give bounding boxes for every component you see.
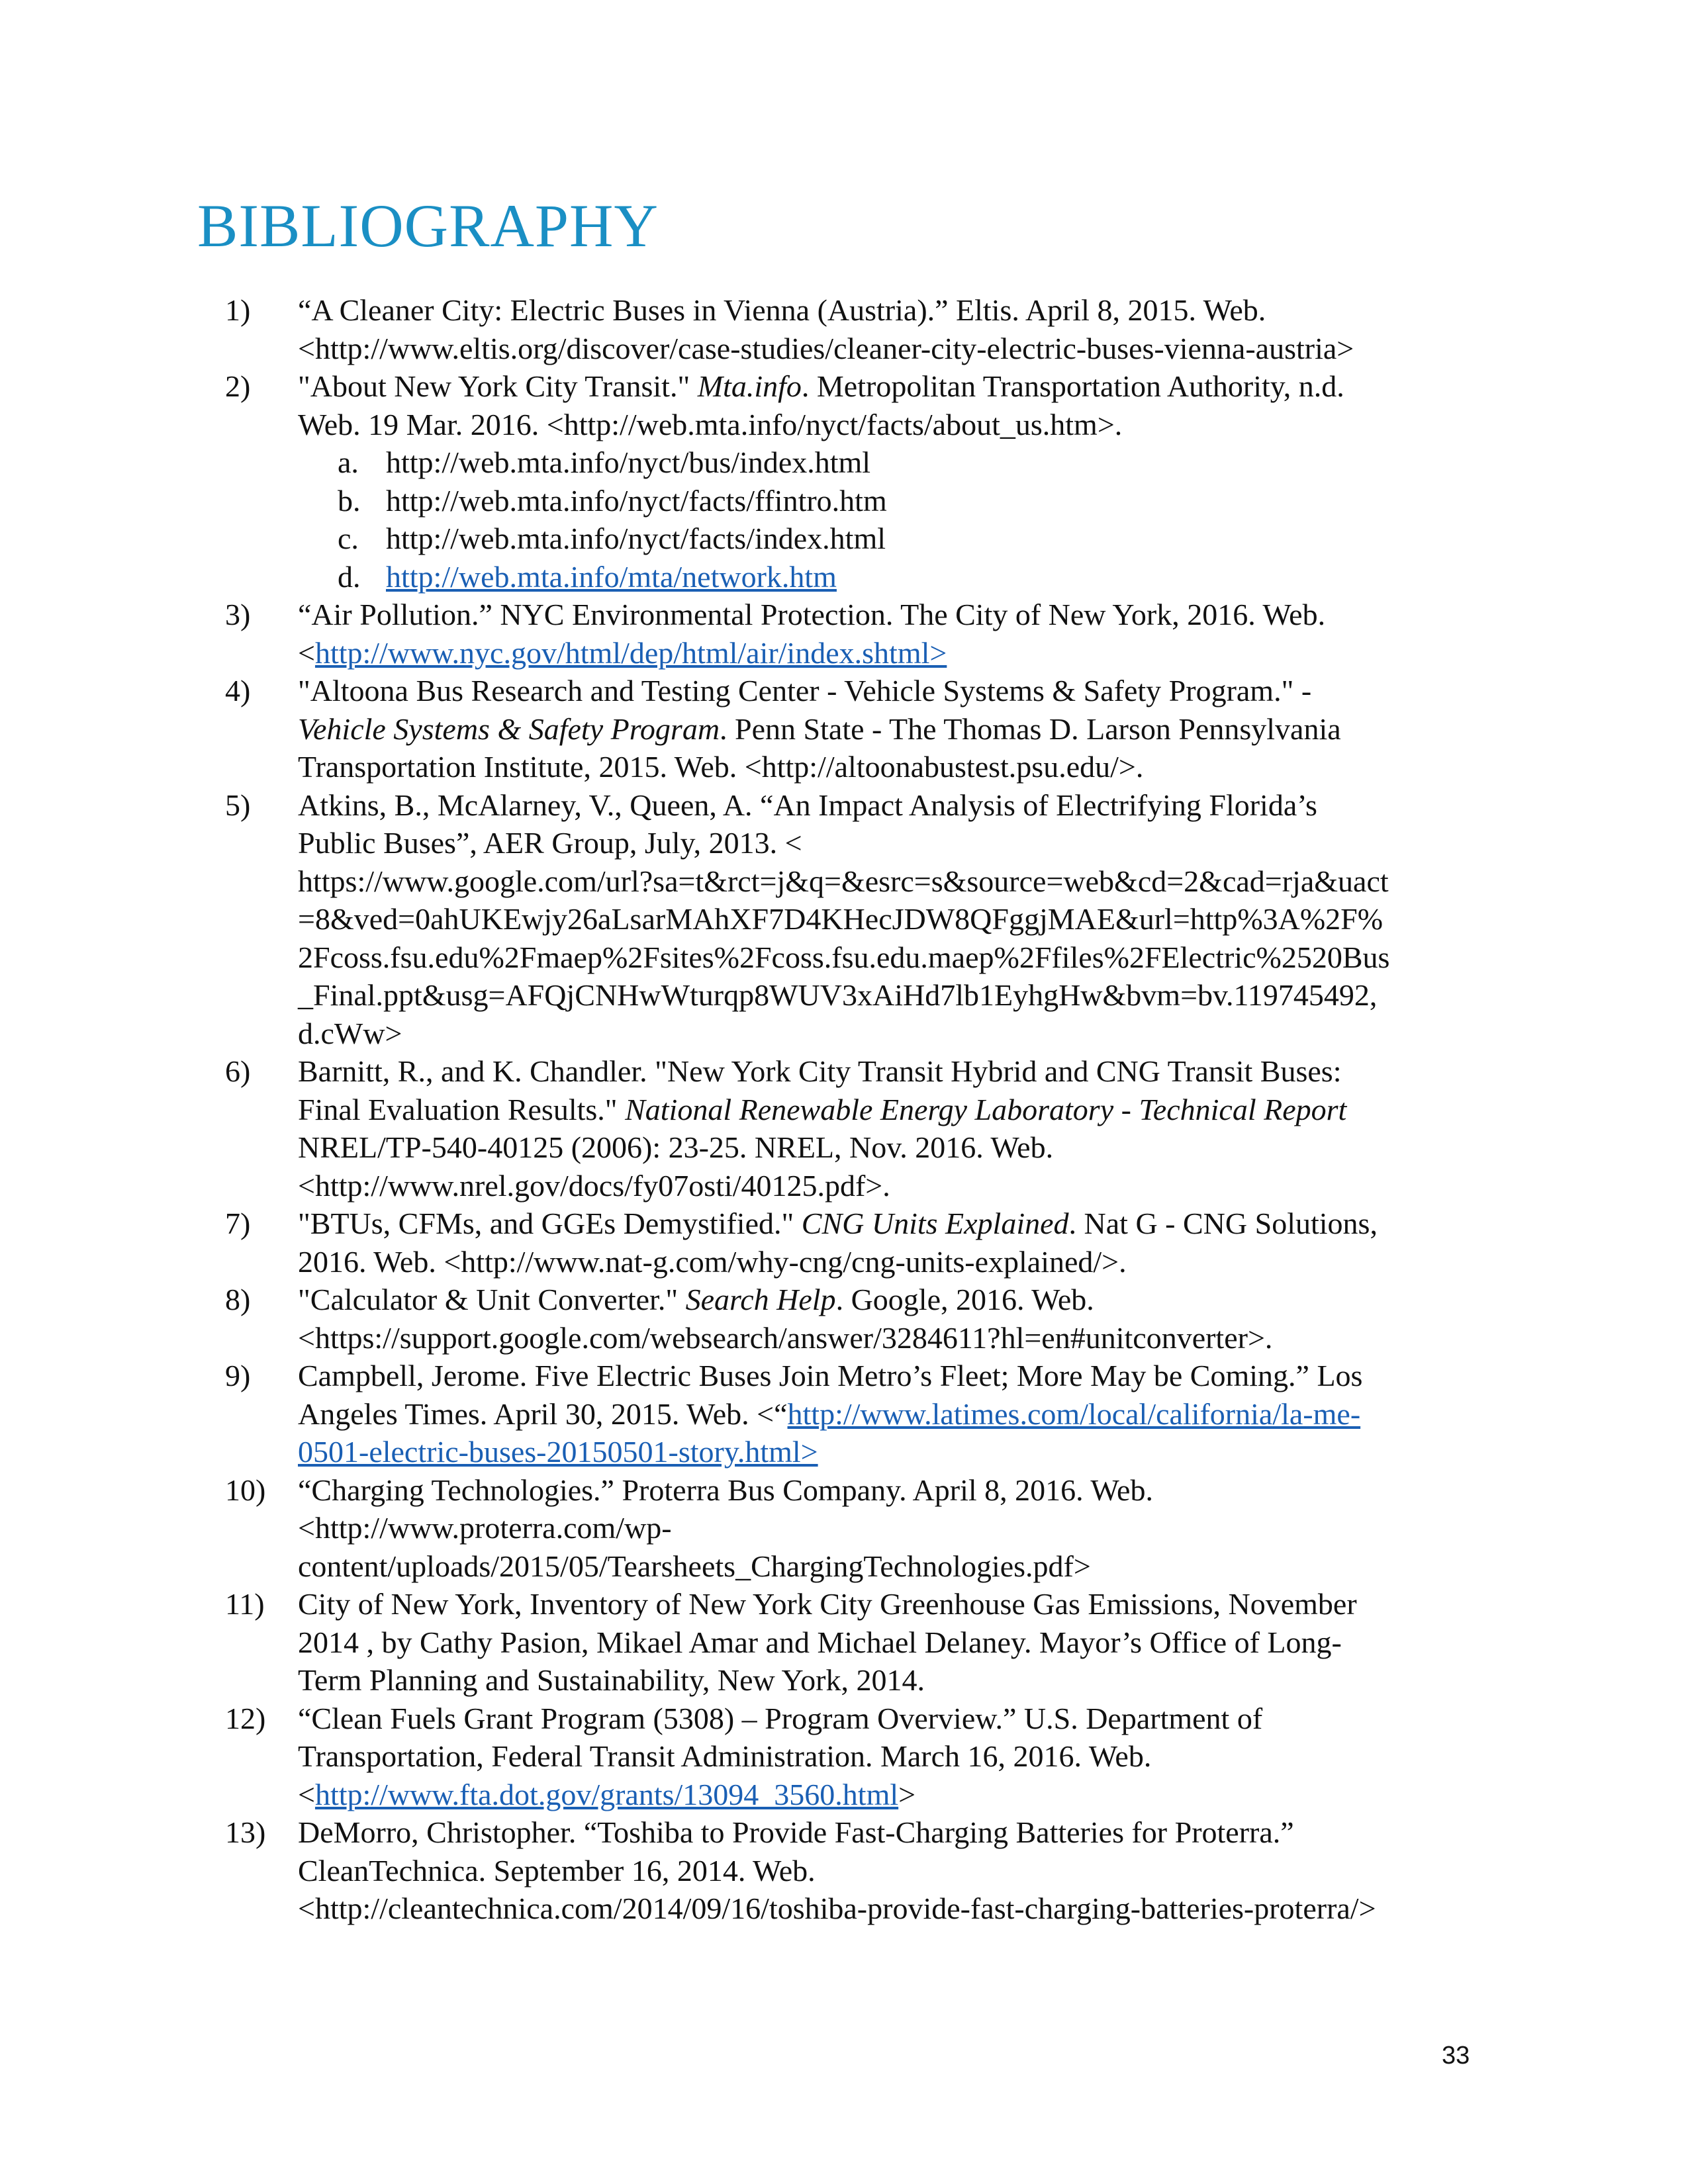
sub-entry-letter: d.	[338, 559, 361, 594]
entry-source-title: National Renewable Energy Laboratory - Technical Report	[625, 1092, 1347, 1126]
entry-text: NREL/TP-540-40125 (2006): 23-25. NREL, Nov. 2016. Web.	[298, 1130, 1054, 1164]
entry-number: 8)	[225, 1283, 251, 1316]
entry-number: 2)	[225, 369, 251, 403]
entry-text: . Google, 2016. Web.	[835, 1283, 1094, 1316]
sub-entry-url: http://web.mta.info/nyct/facts/ffintro.htm	[386, 483, 887, 518]
entry-source-title: CNG Units Explained	[801, 1206, 1069, 1240]
entry-text: "Calculator & Unit Converter."	[298, 1283, 686, 1316]
entry-text: Public Buses”, AER Group, July, 2013. <	[298, 826, 802, 860]
sub-entry-letter: c.	[338, 522, 359, 555]
bibliography-entry-6	[225, 1052, 1503, 1205]
entry-number: 1)	[225, 293, 251, 327]
bibliography-entry-9	[225, 1357, 1503, 1471]
entry-text: “Clean Fuels Grant Program (5308) – Program Overview.” U.S. Department of	[298, 1701, 1263, 1735]
page-number: 33	[1442, 2042, 1470, 2070]
entry-url: 2Fcoss.fsu.edu%2Fmaep%2Fsites%2Fcoss.fsu.edu.maep%2Ffiles%2FElectric%2520Bus	[298, 940, 1390, 974]
entry-source-title: Mta.info	[697, 369, 802, 403]
bibliography-entry-2	[225, 367, 1503, 443]
entry-text: Transportation Institute, 2015. Web. <http://altoonabustest.psu.edu/>.	[298, 750, 1144, 784]
bibliography-entry-4	[225, 672, 1503, 786]
entry-text: “Charging Technologies.” Proterra Bus Company. April 8, 2016. Web.	[298, 1473, 1153, 1507]
entry-text: Atkins, B., McAlarney, V., Queen, A. “An Impact Analysis of Electrifying Florida’s	[298, 788, 1317, 822]
bibliography-entry-3	[225, 596, 1503, 672]
entry-text: . Metropolitan Transportation Authority, n.d.	[801, 369, 1344, 403]
sub-entry-url: http://web.mta.info/nyct/bus/index.html	[386, 445, 871, 479]
entry-text: <	[298, 1777, 315, 1811]
entry-text: Barnitt, R., and K. Chandler. "New York City Transit Hybrid and CNG Transit Buses:	[298, 1054, 1342, 1088]
entry-source-title: Vehicle Systems & Safety Program	[298, 711, 720, 746]
entry-number: 9)	[225, 1359, 251, 1392]
bibliography-entry-7	[225, 1205, 1503, 1281]
bibliography-list	[225, 291, 1503, 1928]
sub-entry-c	[338, 520, 1503, 558]
hyperlink[interactable]: http://www.nyc.gov/html/dep/html/air/index.shtml>	[314, 635, 947, 670]
entry-text: Term Planning and Sustainability, New York, 2014.	[298, 1663, 925, 1697]
entry-number: 6)	[225, 1054, 251, 1088]
sub-entry-letter: b.	[338, 483, 361, 518]
entry-text: “Air Pollution.” NYC Environmental Protection. The City of New York, 2016. Web.	[298, 598, 1326, 631]
entry-url: <http://www.proterra.com/wp-	[298, 1511, 672, 1545]
entry-text: Transportation, Federal Transit Administration. March 16, 2016. Web.	[298, 1739, 1152, 1773]
entry-number: 12)	[225, 1701, 266, 1735]
entry-text: Final Evaluation Results."	[298, 1092, 626, 1126]
sub-entry-a	[338, 443, 1503, 482]
entry-url: <http://www.nrel.gov/docs/fy07osti/40125.pdf>.	[298, 1168, 890, 1203]
entry-url: <http://cleantechnica.com/2014/09/16/toshiba-provide-fast-charging-batteries-proterra/>	[298, 1891, 1376, 1925]
entry-text: Web. 19 Mar. 2016. <http://web.mta.info/nyct/facts/about_us.htm>.	[298, 407, 1123, 441]
entry-number: 13)	[225, 1815, 266, 1849]
entry-url: content/uploads/2015/05/Tearsheets_ChargingTechnologies.pdf>	[298, 1549, 1091, 1583]
entry-url: d.cWw>	[298, 1016, 402, 1050]
entry-text: City of New York, Inventory of New York City Greenhouse Gas Emissions, November	[298, 1587, 1357, 1621]
entry-text: “A Cleaner City: Electric Buses in Vienna (Austria).” Eltis. April 8, 2015. Web.	[298, 293, 1266, 327]
bibliography-entry-11	[225, 1585, 1503, 1700]
entry-text: Angeles Times. April 30, 2015. Web. <“	[298, 1396, 788, 1431]
entry-source-title: Search Help	[685, 1283, 836, 1316]
entry-text: DeMorro, Christopher. “Toshiba to Provide Fast-Charging Batteries for Proterra.”	[298, 1815, 1294, 1849]
entry-url: =8&ved=0ahUKEwjy26aLsarMAhXF7D4KHecJDW8QFggjMAE&url=http%3A%2F%	[298, 902, 1383, 936]
entry-number: 7)	[225, 1206, 251, 1240]
entry-number: 11)	[225, 1587, 265, 1621]
entry-text: CleanTechnica. September 16, 2014. Web.	[298, 1853, 816, 1888]
entry-url: _Final.ppt&usg=AFQjCNHwWturqp8WUV3xAiHd7lb1EyhgHw&bvm=bv.119745492,	[298, 978, 1378, 1012]
sub-entry-url: http://web.mta.info/nyct/facts/index.html	[386, 522, 886, 555]
hyperlink[interactable]: http://www.latimes.com/local/california/la-me-	[787, 1396, 1361, 1431]
entry-text: "Altoona Bus Research and Testing Center - Vehicle Systems & Safety Program." -	[298, 674, 1312, 707]
entry-url: <https://support.google.com/websearch/answer/3284611?hl=en#unitconverter>.	[298, 1320, 1273, 1355]
entry-text: . Penn State - The Thomas D. Larson Pennsylvania	[720, 711, 1341, 746]
entry-text: 2016. Web. <http://www.nat-g.com/why-cng/cng-units-explained/>.	[298, 1244, 1127, 1279]
hyperlink[interactable]: http://www.fta.dot.gov/grants/13094_3560.html	[314, 1777, 899, 1811]
entry-text: . Nat G - CNG Solutions,	[1068, 1206, 1378, 1240]
sub-entry-d	[338, 558, 1503, 596]
entry-url: <http://www.eltis.org/discover/case-studies/cleaner-city-electric-buses-vienna-austria>	[298, 331, 1354, 365]
bibliography-entry-5	[225, 786, 1503, 1053]
hyperlink[interactable]: http://web.mta.info/mta/network.htm	[386, 559, 837, 594]
bibliography-entry-10	[225, 1471, 1503, 1586]
entry-text: >	[898, 1777, 916, 1811]
entry-number: 3)	[225, 598, 251, 631]
hyperlink[interactable]: 0501-electric-buses-20150501-story.html>	[298, 1435, 818, 1469]
entry-text: Campbell, Jerome. Five Electric Buses Join Metro’s Fleet; More May be Coming.” Los	[298, 1359, 1363, 1392]
entry-text: 2014 , by Cathy Pasion, Mikael Amar and Michael Delaney. Mayor’s Office of Long-	[298, 1625, 1342, 1659]
entry-text: "About New York City Transit."	[298, 369, 698, 403]
entry-number: 5)	[225, 788, 251, 822]
entry-number: 10)	[225, 1473, 266, 1507]
entry-text: "BTUs, CFMs, and GGEs Demystified."	[298, 1206, 802, 1240]
bibliography-entry-1	[225, 291, 1503, 367]
bibliography-entry-13	[225, 1813, 1503, 1928]
bibliography-entry-8	[225, 1281, 1503, 1357]
entry-text: <	[298, 635, 315, 670]
entry-url: https://www.google.com/url?sa=t&rct=j&q=&esrc=s&source=web&cd=2&cad=rja&uact	[298, 864, 1389, 898]
page-title: BIBLIOGRAPHY	[197, 192, 659, 259]
sub-entry-b	[338, 482, 1503, 520]
sub-entry-letter: a.	[338, 445, 359, 479]
bibliography-entry-12	[225, 1700, 1503, 1814]
entry-number: 4)	[225, 674, 251, 707]
